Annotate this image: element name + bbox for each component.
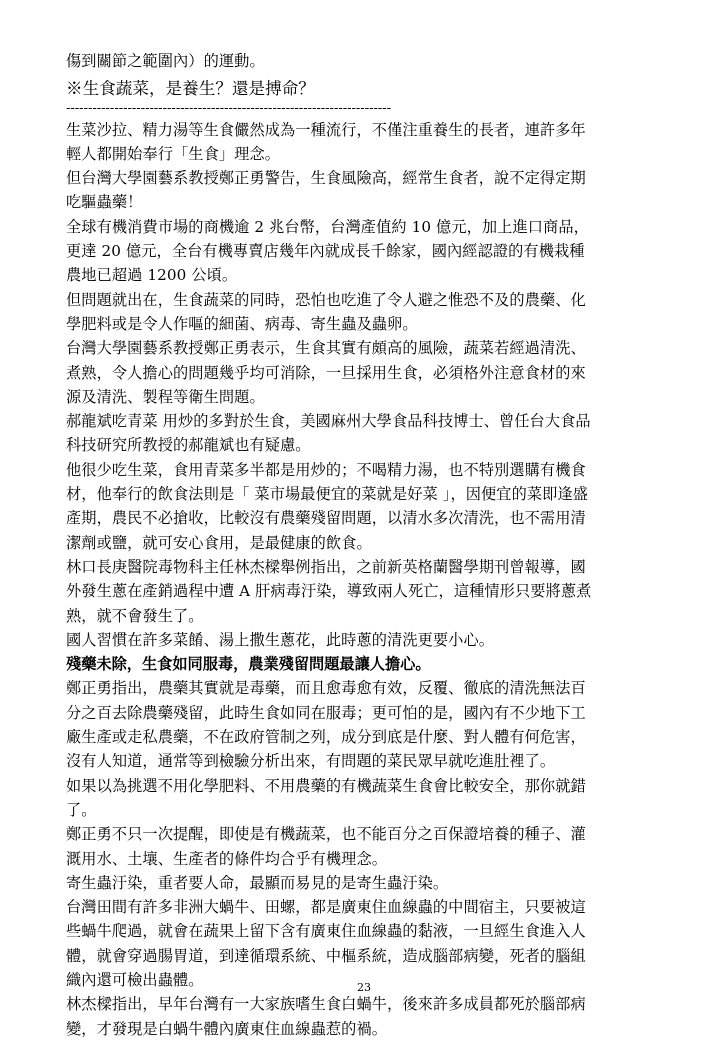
text-line: 些蝸牛爬過，就會在蔬果上留下含有廣東住血線蟲的黏液，一旦經生食進入人 bbox=[66, 922, 586, 941]
paragraph-block bbox=[66, 118, 666, 653]
text-line: 如果以為挑選不用化學肥料、不用農藥的有機蔬菜生食會比較安全，那你就錯 bbox=[66, 776, 586, 795]
text-line: 科技研究所教授的郝龍斌也有疑慮。 bbox=[66, 436, 311, 455]
document-body bbox=[66, 49, 666, 1041]
text-line: 他很少吃生菜，食用青菜多半都是用炒的；不喝精力湯，也不特別選購有機食 bbox=[66, 460, 586, 479]
text-line: 沒有人知道，通常等到檢驗分析出來，有問題的菜民眾早就吃進肚裡了。 bbox=[66, 752, 556, 771]
text-line: 吃驅蟲藥！ bbox=[66, 193, 143, 212]
text-line: 寄生蟲汙染，重者要人命，最顯而易見的是寄生蟲汙染。 bbox=[66, 873, 449, 892]
text-line: 體，就會穿過腸胃道，到達循環系統、中樞系統，造成腦部病變，死者的腦組 bbox=[66, 946, 586, 965]
text-line: 台灣大學園藝系教授鄭正勇表示，生食其實有頗高的風險，蔬菜若經過清洗、 bbox=[66, 339, 586, 358]
text-line: 全球有機消費市場的商機逾 2 兆台幣，台灣產值約 10 億元，加上進口商品， bbox=[66, 217, 589, 236]
text-line: 國人習慣在許多菜餚、湯上撒生蔥花，此時蔥的清洗更要小心。 bbox=[66, 630, 495, 649]
text-line: 但問題就出在，生食蔬菜的同時，恐怕也吃進了令人避之惟恐不及的農藥、化 bbox=[66, 290, 586, 309]
page-number: 23 bbox=[357, 981, 371, 994]
text-line: 鄭正勇不只一次提醒，即使是有機蔬菜，也不能百分之百保證培養的種子、灌 bbox=[66, 825, 586, 844]
text-line: 鄭正勇指出，農藥其實就是毒藥，而且愈毒愈有效，反覆、徹底的清洗無法百 bbox=[66, 679, 586, 698]
section-heading: ※生食蔬菜，是養生？還是搏命？ bbox=[66, 79, 315, 99]
text-line: 變，才發現是白蝸牛體內廣東住血線蟲惹的禍。 bbox=[66, 1019, 388, 1038]
text-line: 台灣田間有許多非洲大蝸牛、田螺，都是廣東住血線蟲的中間宿主，只要被這 bbox=[66, 898, 586, 917]
text-line: 織內還可檢出蟲體。 bbox=[66, 970, 204, 989]
text-line: 產期，農民不必搶收，比較沒有農藥殘留問題，以清水多次清洗，也不需用清 bbox=[66, 509, 586, 528]
text-line: 更達 20 億元，全台有機專賣店幾年內就成長千餘家，國內經認證的有機栽種 bbox=[66, 242, 585, 261]
text-line: 農地已超過 1200 公頃。 bbox=[66, 266, 238, 285]
text-line: 林口長庚醫院毒物科主任林杰樑舉例指出，之前新英格蘭醫學期刊曾報導，國 bbox=[66, 557, 586, 576]
text-line: 廠生產或走私農藥，不在政府管制之列，成分到底是什麼、對人體有何危害， bbox=[66, 728, 586, 747]
text-line: 分之百去除農藥殘留，此時生食如同在服毒；更可怕的是，國內有不少地下工 bbox=[66, 703, 586, 722]
text-line: 了。 bbox=[66, 800, 97, 819]
text-line: 郝龍斌吃青菜 用炒的多對於生食，美國麻州大學食品科技博士、曾任台大食品 bbox=[66, 412, 591, 431]
dashed-divider: -------------------------------------------------------------------------- bbox=[66, 103, 392, 114]
text-line: 輕人都開始奉行「生食」理念。 bbox=[66, 144, 281, 163]
text-line: 傷到關節之範圍內）的運動。 bbox=[66, 52, 265, 70]
text-line: 林杰樑指出，早年台灣有一大家族嗜生食白蝸牛，後來許多成員都死於腦部病 bbox=[66, 995, 586, 1014]
text-line: 溉用水、土壤、生產者的條件均合乎有機理念。 bbox=[66, 849, 388, 868]
text-line: 學肥料或是令人作嘔的細菌、病毒、寄生蟲及蟲卵。 bbox=[66, 314, 418, 333]
text-line: 材，他奉行的飲食法則是「 菜市場最便宜的菜就是好菜 」，因便宜的菜即逢盛 bbox=[66, 485, 589, 504]
text-line: 源及清洗、製程等衛生問題。 bbox=[66, 387, 265, 406]
text-line: 煮熟，令人擔心的問題幾乎均可消除，一旦採用生食，必須格外注意食材的來 bbox=[66, 363, 586, 382]
text-line: 潔劑或鹽，就可安心食用，是最健康的飲食。 bbox=[66, 533, 372, 552]
text-line: 熟，就不會發生了。 bbox=[66, 606, 204, 625]
bold-subheading: 殘藥未除，生食如同服毒，農業殘留問題最讓人擔心。 bbox=[66, 655, 431, 674]
text-line: 生菜沙拉、精力湯等生食儼然成為一種流行，不僅注重養生的長者，連許多年 bbox=[66, 120, 586, 139]
text-line: 但台灣大學園藝系教授鄭正勇警告，生食風險高，經常生食者，說不定得定期 bbox=[66, 169, 586, 188]
text-line: 外發生蔥在產銷過程中遭 A 肝病毒汙染，導致兩人死亡，這種情形只要將蔥煮 bbox=[66, 582, 592, 601]
